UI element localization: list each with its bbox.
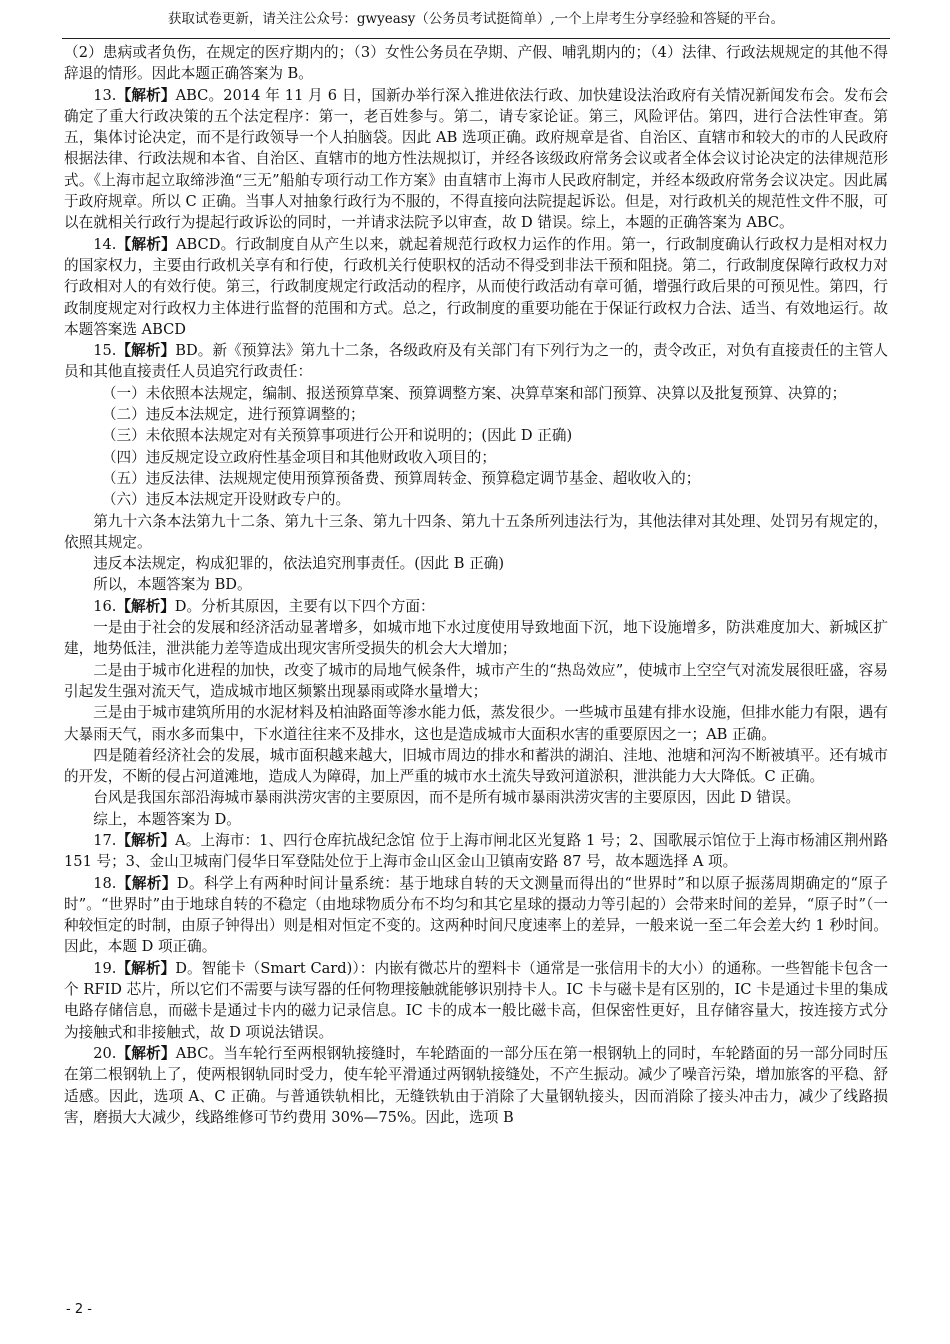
analysis-16: 16.【解析】D。分析其原因，主要有以下四个方面： [93, 597, 435, 615]
law-clause: （五）违反法律、法规规定使用预算预备费、预算周转金、预算稳定调节基金、超收收入的； [101, 469, 701, 487]
header-divider [62, 38, 890, 39]
analysis-tag: 【解析】 [116, 597, 175, 615]
paragraph: 第九十六条本法第九十二条、第九十三条、第九十四条、第九十五条所列违法行为，其他法律对其处理、处罚另有规定的，依照其规定。 [64, 512, 888, 551]
analysis-13: 13.【解析】ABC。2014 年 11 月 6 日，国新办举行深入推进依法行政、加快建设法治政府有关情况新闻发布会。发布会确定了重大行政决策的五个法定程序：第一，老百姓参与。第二，请专家论证。第三，风险评估。第四，进行合法性审查。第五，集体讨论决定，而不是行政领导一个人拍脑袋。因此 AB 选项正确。政府规章是省、自治区、直辖市和较大的市的人民政府根据法律、行政法规和本省、自治区、直辖市的地方性法规拟订，并经各该级政府常务会议或者全体会议讨论决定的法律规范形式。《上海市起立取缔涉渔“三无”船舶专项行动工作方案》由直辖市上海市人民政府制定，并经本级政府常务会议决定。因此属于政府规章。所以 C 正确。当事人对抽象行政行为不服的，不得直接向法院提起诉讼。但是，对行政机关的规范性文件不服，可以在就相关行政行为提起行政诉讼的同时，一并请求法院予以审查，故 D 错误。综上，本题的正确答案为 ABC。 [64, 86, 888, 232]
law-clause: （四）违反规定设立政府性基金项目和其他财政收入项目的； [101, 448, 496, 466]
law-clause: （二）违反本法规定，进行预算调整的； [101, 406, 365, 424]
analysis-tag: 【解析】 [116, 1044, 176, 1062]
analysis-tag: 【解析】 [116, 959, 176, 977]
paragraph: （2）患病或者负伤，在规定的医疗期内的；（3）女性公务员在孕期、产假、哺乳期内的；（4）法律、行政法规规定的其他不得辞退的情形。因此本题正确答案为 B。 [64, 44, 888, 83]
paragraph: 综上，本题答案为 D。 [93, 810, 241, 828]
analysis-19: 19.【解析】D。智能卡（Smart Card)）：内嵌有微芯片的塑料卡（通常是一张信用卡的大小）的通称。一些智能卡包含一个 RFID 芯片，所以它们不需要与读写器的任何物理接触就能够识别持卡人。IC 卡与磁卡是有区别的，IC 卡是通过卡里的集成电路存储信息，而磁卡是通过卡内的磁力记录信息。IC 卡的成本一般比磁卡高，但保密性更好，且存储容量大，按连接方式分为接触式和非接触式，故 D 项说法错误。 [64, 959, 888, 1041]
analysis-tag: 【解析】 [116, 235, 176, 253]
paragraph: 一是由于社会的发展和经济活动显著增多，如城市地下水过度使用导致地面下沉，地下设施增多，防洪难度加大、新城区扩建，地势低洼，泄洪能力差等造成出现灾害所受损失的机会大大增加； [64, 619, 888, 658]
paragraph: 台风是我国东部沿海城市暴雨洪涝灾害的主要原因，而不是所有城市暴雨洪涝灾害的主要原因，因此 D 错误。 [93, 789, 801, 807]
paragraph: 违反本法规定，构成犯罪的，依法追究刑事责任。(因此 B 正确) [93, 555, 505, 573]
analysis-17: 17.【解析】A。上海市：1、四行仓库抗战纪念馆 位于上海市闸北区光复路 1 号；2、国歌展示馆位于上海市杨浦区荆州路 151 号；3、金山卫城南门侵华日军登陆处位于上海市金山区金山卫镇南安路 87 号，故本题选择 A 项。 [64, 831, 888, 871]
law-clause: （一）未依照本法规定，编制、报送预算草案、预算调整方案、决算草案和部门预算、决算以及批复预算、决算的； [101, 384, 847, 402]
analysis-tag: 【解析】 [116, 86, 176, 104]
paragraph: 所以，本题答案为 BD。 [93, 576, 252, 594]
paragraph: 四是随着经济社会的发展，城市面积越来越大，旧城市周边的排水和蓄洪的湖泊、洼地、池塘和河沟不断被填平。还有城市的开发，不断的侵占河道滩地，造成人为障碍，加上严重的城市水土流失导致河道淤积，泄洪能力大大降低。C 正确。 [64, 746, 888, 786]
paragraph: 二是由于城市化进程的加快，改变了城市的局地气候条件，城市产生的“热岛效应”，使城市上空空气对流发展很旺盛，容易引起发生强对流天气，造成城市地区频繁出现暴雨或降水量增大； [64, 661, 888, 700]
law-clause: （六）违反本法规定开设财政专户的。 [101, 491, 351, 509]
analysis-15: 15.【解析】BD。新《预算法》第九十二条，各级政府及有关部门有下列行为之一的，责令改正，对负有直接责任的主管人员和其他直接责任人员追究行政责任： [64, 342, 888, 381]
page-number: - 2 - [66, 1302, 92, 1317]
law-clause: （三）未依照本法规定对有关预算事项进行公开和说明的；(因此 D 正确) [101, 427, 573, 445]
analysis-tag: 【解析】 [116, 874, 177, 892]
analysis-20: 20.【解析】ABC。当车轮行至两根钢轨接缝时，车轮踏面的一部分压在第一根钢轨上的同时，车轮踏面的另一部分同时压在第二根钢轨上了，使两根钢轨同时受力，使车轮平滑通过两钢轨接缝处，不产生振动。减少了噪音污染，增加旅客的平稳、舒适感。因此，选项 A、C 正确。与普通铁轨相比，无缝铁轨由于消除了大量钢轨接头，因而消除了接头冲击力，减少了线路损害，磨损大大减少，线路维修可节约费用 30%—75%。因此，选项 B [64, 1044, 888, 1126]
analysis-14: 14.【解析】ABCD。行政制度自从产生以来，就起着规范行政权力运作的作用。第一，行政制度确认行政权力是相对权力的国家权力，主要由行政机关享有和行使，行政机关行使职权的活动不得受到非法干预和阻挠。第二，行政制度保障行政权力对行政相对人的有效行使。第三，行政制度规定行政活动的程序，从而使行政活动有章可循，增强行政后果的可预见性。第四，行政制度规定对行政权力主体进行监督的范围和方式。总之，行政制度的重要功能在于保证行政权力合法、适当、有效地运行。故本题答案选 ABCD [64, 235, 888, 338]
analysis-tag: 【解析】 [116, 342, 176, 360]
answer-analysis-body [64, 42, 888, 1128]
paragraph: 三是由于城市建筑所用的水泥材料及柏油路面等渗水能力低，蒸发很少。一些城市虽建有排水设施，但排水能力有限，遇有大暴雨天气，雨水多而集中，下水道往往来不及排水，这也是造成城市大面积水害的重要原因之一；AB 正确。 [64, 704, 888, 743]
analysis-18: 18.【解析】D。科学上有两种时间计量系统：基于地球自转的天文测量而得出的“世界时”和以原子振荡周期确定的“原子时”。“世界时”由于地球自转的不稳定（由地球物质分布不均匀和其它星球的摄动力等引起的）会带来时间的差异，“原子时”（一种较恒定的时制，由原子钟得出）则是相对恒定不变的。这两种时间尺度速率上的差异，一般来说一至二年会差大约 1 秒时间。因此，本题 D 项正确。 [64, 874, 888, 956]
page-header: 获取试卷更新，请关注公众号：gwyeasy（公务员考试挺简单）,一个上岸考生分享经验和答疑的平台。 [167, 11, 785, 27]
analysis-tag: 【解析】 [116, 831, 176, 849]
